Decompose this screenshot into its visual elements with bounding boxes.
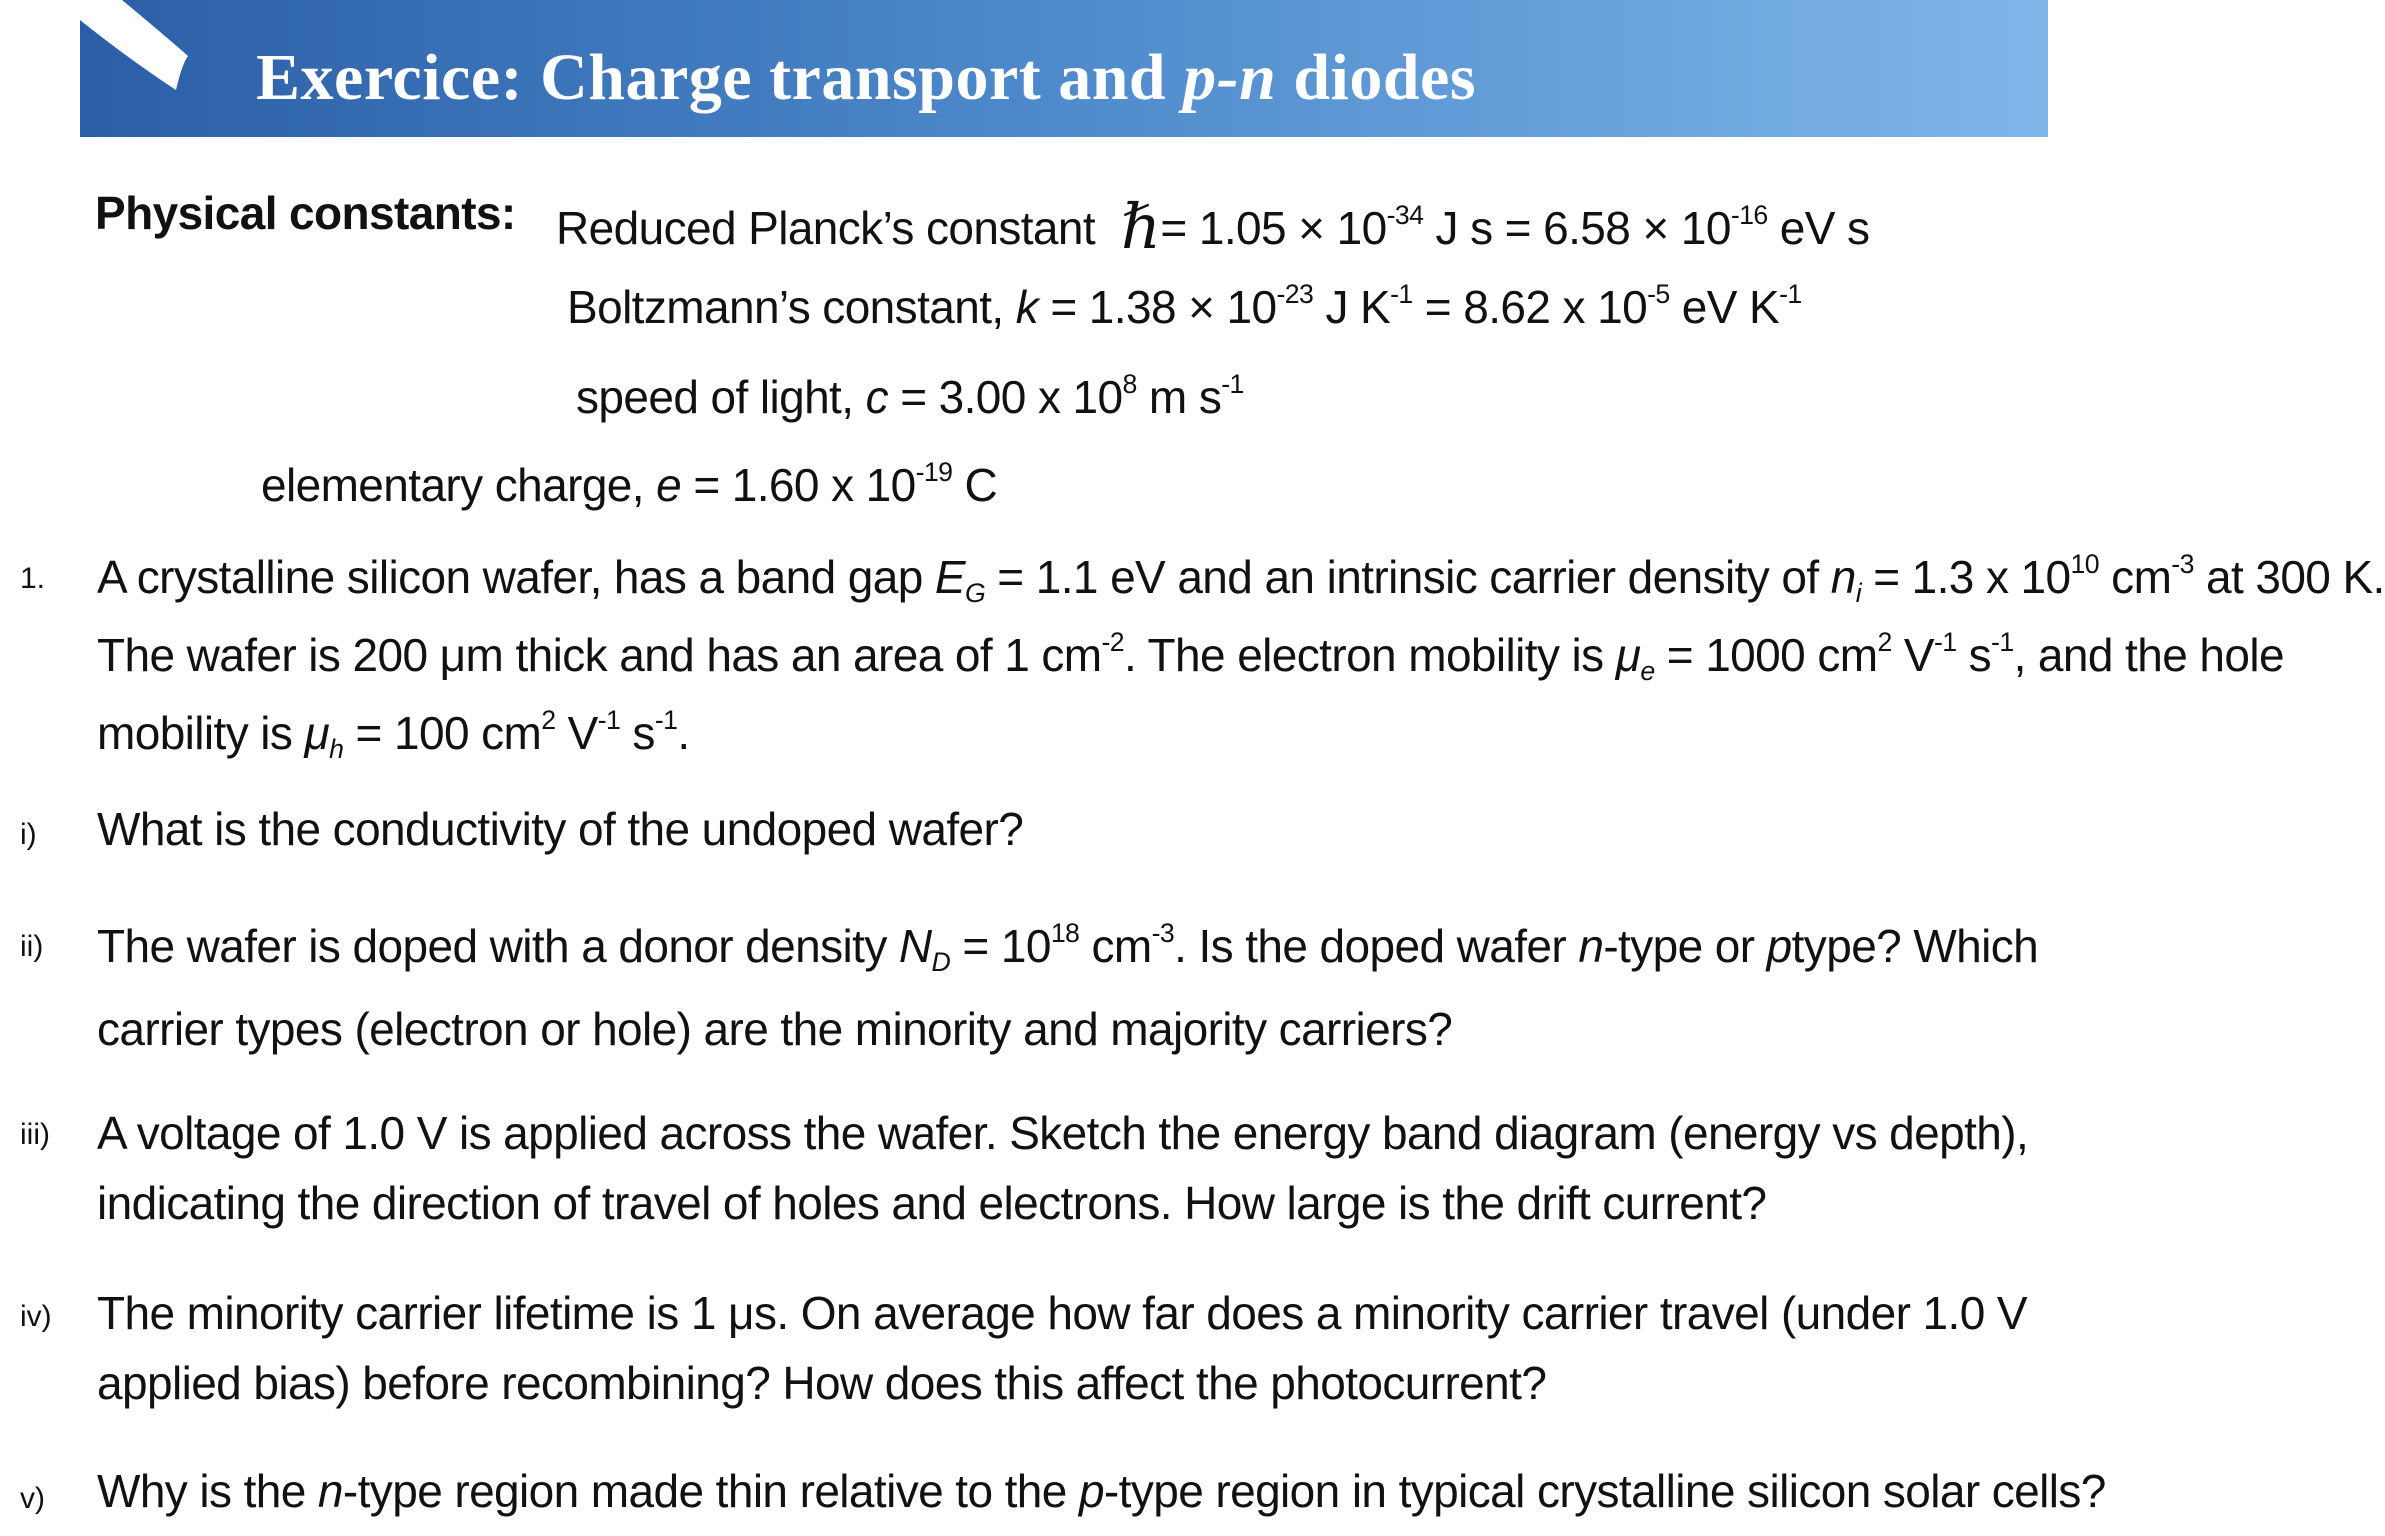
question-ii-text: The wafer is doped with a donor density $N_D = 10^{18}$ $cm^{-3}$. Is the doped wafer n-type or ptype? Which carrier types (electron or hole) are the minority and majority carriers? — [97, 918, 2039, 1055]
question-v-text: Why is the n-type region made thin relative to the p-type region in typical crystalline silicon solar cells? — [97, 1465, 2106, 1517]
elementary-charge: elementary charge, e = 1.60 x $10^{-19}$ C — [261, 457, 998, 511]
question-i-text: What is the conductivity of the undoped wafer? — [97, 803, 1024, 855]
page-title: Exercice: Charge transport and p-n diodes — [256, 41, 1477, 114]
question-number: iii) — [20, 1118, 50, 1151]
question-number: 1. — [20, 562, 46, 595]
question-number: i) — [20, 818, 37, 851]
logo-swoosh-icon — [80, 0, 200, 110]
constants-heading: Physical constants: — [95, 187, 516, 239]
question-number: ii) — [20, 930, 44, 963]
question-number: v) — [20, 1482, 45, 1515]
question-1-text: A crystalline silicon wafer, has a band gap $E_G = 1.1$ eV and an intrinsic carrier density of $n_i = 1.3$ x $10^{10}$ $cm^{-3}$ at 300 K. The wafer is 200 μm thick and has an area of 1 $cm^{-2}$. The electron mobility is $\mu_e = 1000$ $cm^2$ $V^{-1}$ $s^{-1}$, and the hole mobility is $\mu_h = 100$ $cm^2$ $V^{-1}$ $s^{-1}$. — [97, 549, 2385, 765]
speed-of-light: speed of light, c = 3.00 x $10^8$ m $s^{-1}$ — [576, 369, 1244, 423]
boltzmann-constant: Boltzmann’s constant, $k = 1.38 \times 10^{-23}$ J $K^{-1} = 8.62$ x $10^{-5}$ eV $K^{-1}$ — [567, 279, 1802, 333]
planck-constant: Reduced Planck’s constant ℏ= $1.05 \times 10^{-34}$ J $s = 6.58 \times 10^{-16}$ eV s — [556, 190, 1870, 263]
question-iv-text: The minority carrier lifetime is 1 μs. On average how far does a minority carrier travel (under 1.0 V applied bias) before recombining? How does this affect the photocurrent? — [97, 1287, 2027, 1409]
question-iii-text: A voltage of 1.0 V is applied across the wafer. Sketch the energy band diagram (energy vs depth), indicating the direction of travel of holes and electrons. How large is the drift current? — [97, 1107, 2029, 1229]
question-number: iv) — [20, 1300, 52, 1333]
